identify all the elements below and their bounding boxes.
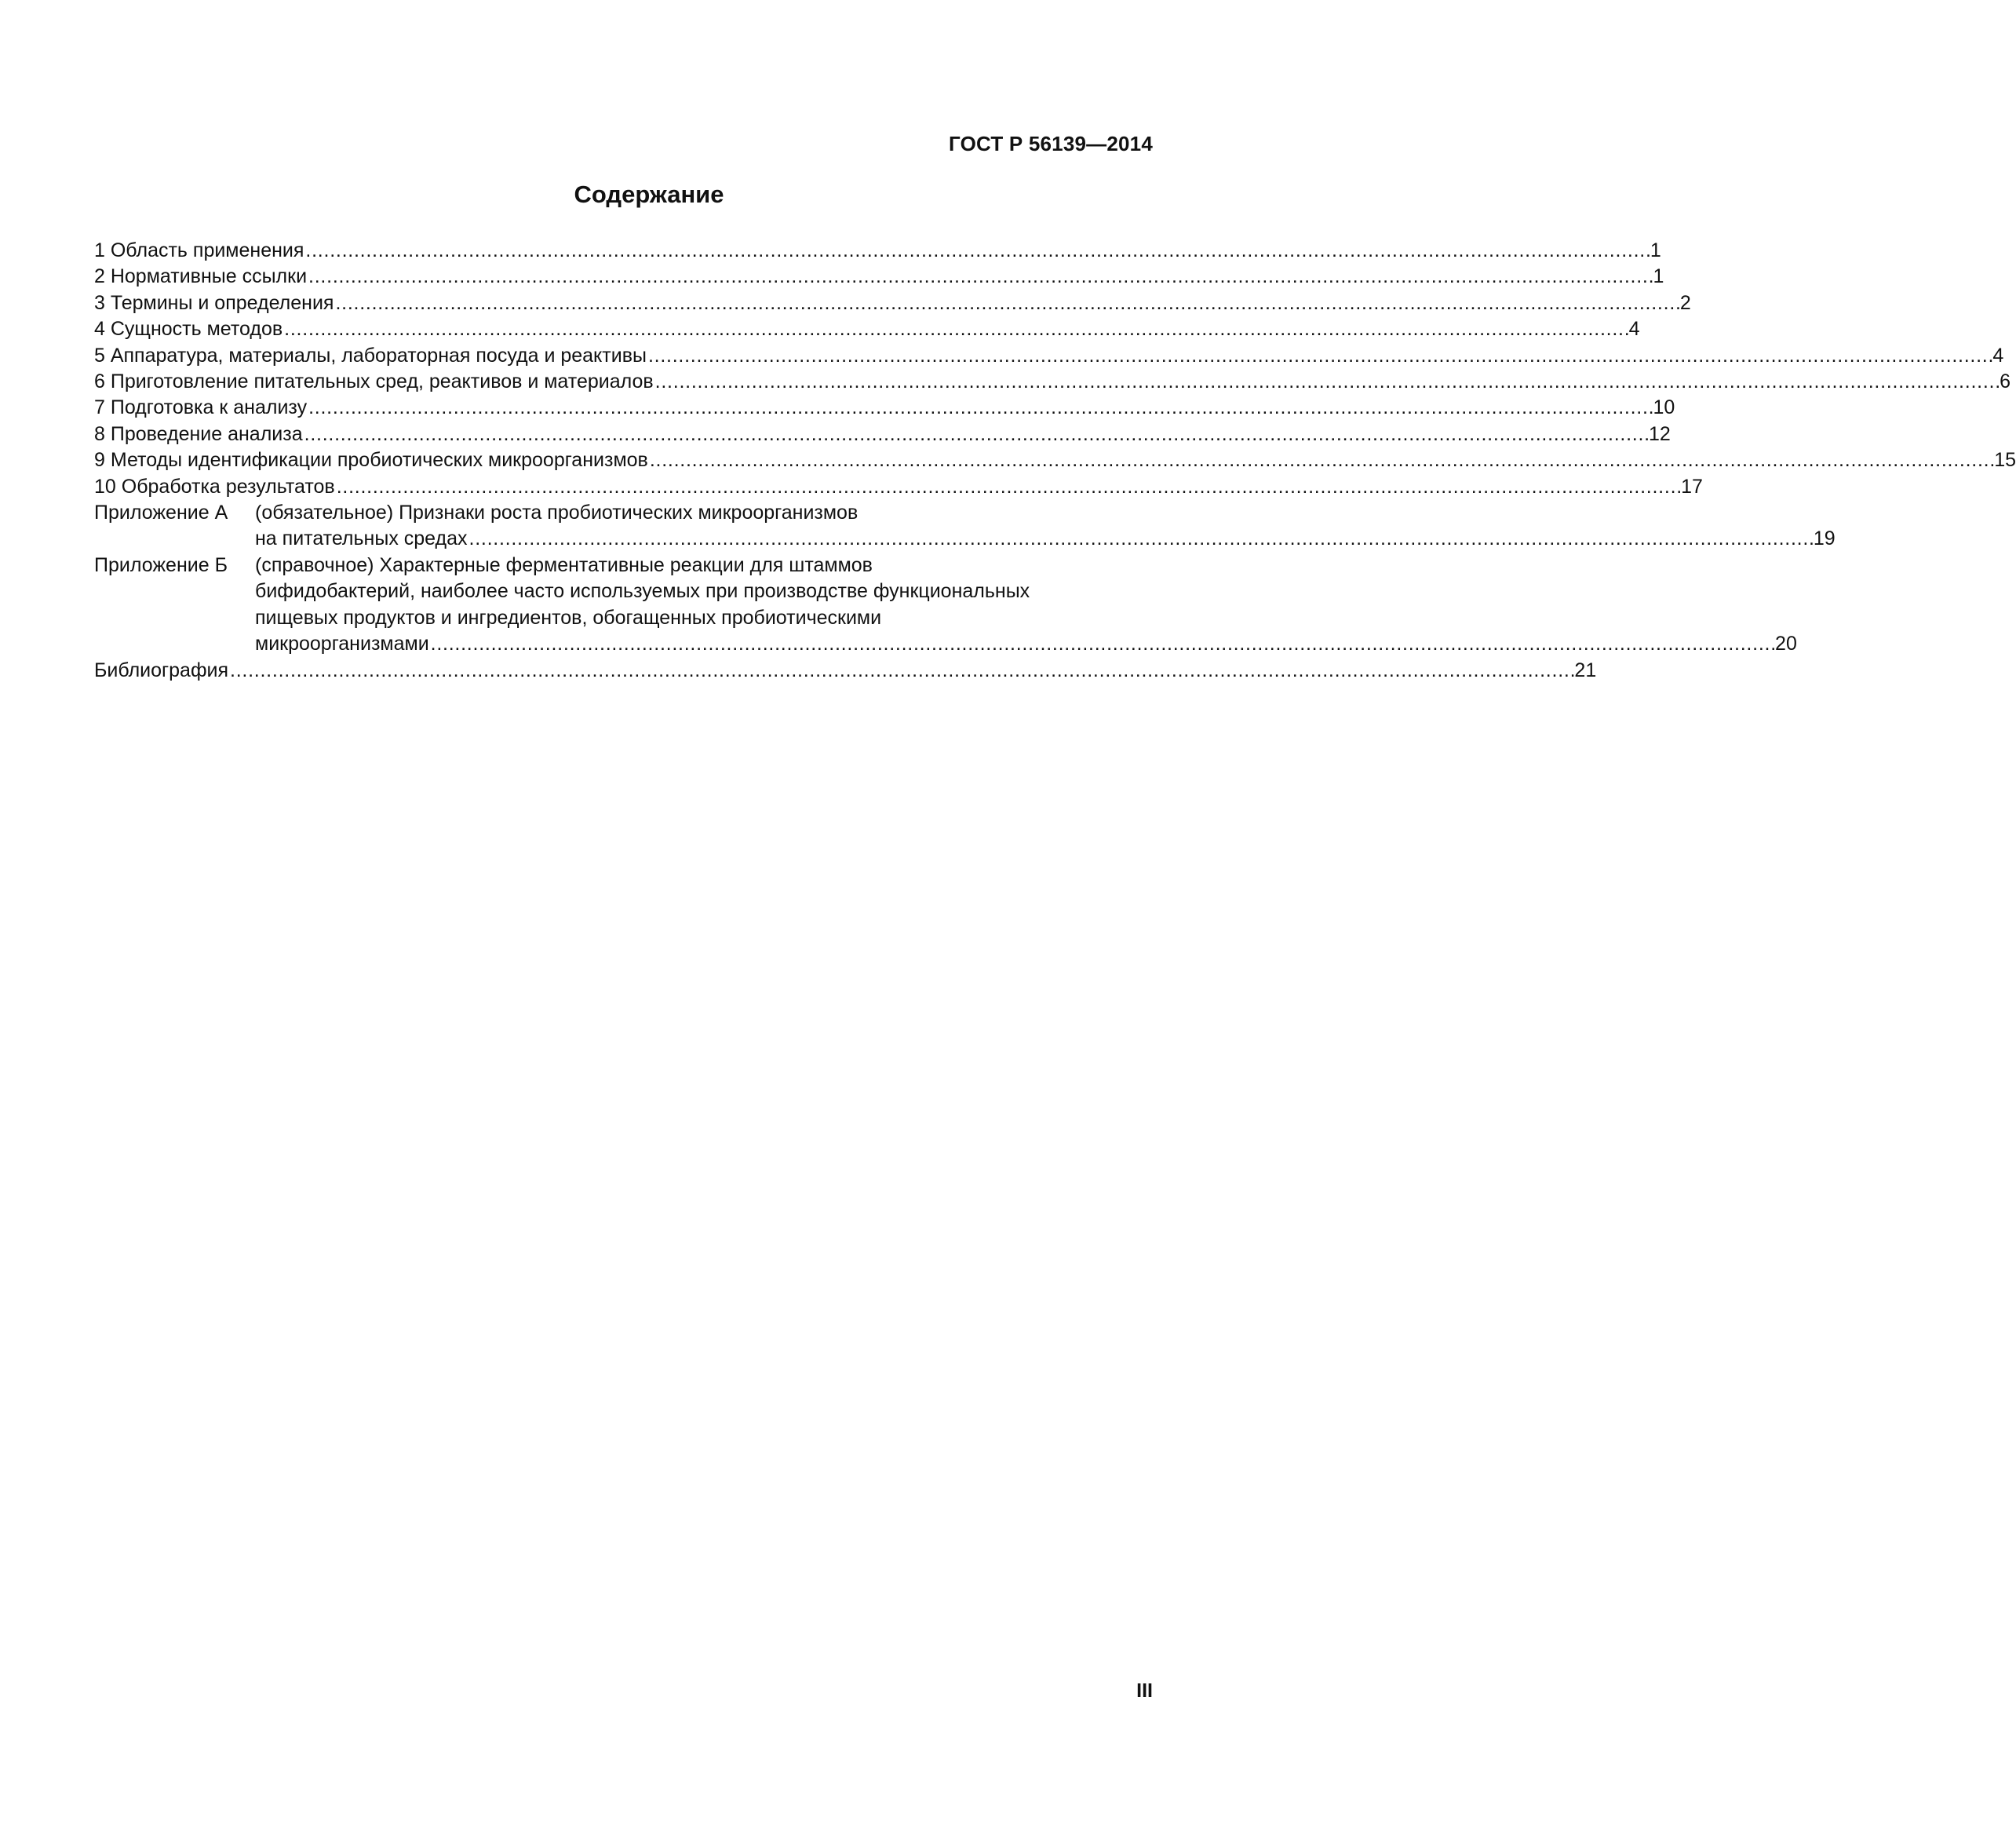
toc-annex-b[interactable] — [94, 553, 1797, 658]
toc-entry-page: 15 — [1994, 449, 2016, 472]
toc-entry-label: 2 Нормативные ссылки — [94, 265, 308, 288]
toc-entry[interactable] — [94, 369, 2011, 395]
toc-entry[interactable] — [94, 422, 1671, 447]
dot-leader — [337, 474, 1679, 500]
toc-entry-label: 3 Термины и определения — [94, 291, 334, 314]
document-code: ГОСТ Р 56139—2014 — [949, 132, 1153, 155]
toc-entry-page: 10 — [1653, 396, 1675, 419]
toc-entry-label: 1 Область применения — [94, 239, 304, 261]
toc-annex-a[interactable] — [94, 500, 1836, 553]
toc-entry[interactable] — [94, 395, 1675, 421]
toc-entry-label: 7 Подготовка к анализу — [94, 396, 308, 419]
toc-entry[interactable] — [94, 264, 1664, 290]
annex-b-page: 20 — [1775, 633, 1797, 655]
dot-leader — [308, 395, 1651, 421]
annex-b-title — [255, 553, 1797, 658]
toc-entry-label: 6 Приготовление питательных сред, реактивов и материалов — [94, 370, 654, 393]
annex-a-title — [255, 500, 1836, 553]
toc-entry-page: 2 — [1679, 291, 1691, 314]
annex-a-page: 19 — [1813, 527, 1836, 550]
toc-bibliography[interactable] — [94, 658, 1597, 684]
toc-entry-page: 6 — [2000, 370, 2011, 393]
annex-b-line: микроорганизмами — [255, 633, 429, 655]
dot-leader — [308, 264, 1651, 290]
toc-entry-label: 10 Обработка результатов — [94, 475, 335, 498]
annex-a-line: на питательных средах — [255, 527, 468, 550]
toc-entry[interactable] — [94, 447, 2016, 473]
page-number: III — [1136, 1680, 1153, 1702]
toc-entry-page: 1 — [1653, 265, 1664, 288]
dot-leader — [284, 316, 1627, 342]
dot-leader — [648, 343, 1991, 369]
toc-entry-label: 4 Сущность методов — [94, 318, 283, 341]
annex-a-last-line — [255, 526, 1836, 552]
dot-leader — [304, 422, 1647, 447]
annex-b-line: пищевых продуктов и ингредиентов, обогащенных пробиотическими — [255, 606, 882, 629]
toc-entry-label: 9 Методы идентификации пробиотических микроорганизмов — [94, 449, 648, 472]
toc-entry-label: 8 Проведение анализа — [94, 422, 303, 445]
dot-leader — [230, 658, 1573, 684]
bibliography-label: Библиография — [94, 659, 229, 681]
toc-entry[interactable] — [94, 343, 2004, 369]
toc-entry-page: 1 — [1650, 239, 1661, 261]
dot-leader — [650, 447, 1992, 473]
dot-leader — [305, 238, 1648, 264]
annex-b-line: (справочное) Характерные ферментативные реакции для штаммов — [255, 553, 873, 576]
toc-entry[interactable] — [94, 290, 1691, 316]
dot-leader — [655, 369, 1998, 395]
annex-a-line: (обязательное) Признаки роста пробиотических микроорганизмов — [255, 502, 859, 524]
bibliography-page: 21 — [1574, 659, 1597, 681]
toc-title: Содержание — [574, 181, 724, 208]
table-of-contents — [94, 238, 2016, 684]
toc-entry[interactable] — [94, 238, 1661, 264]
toc-entry[interactable] — [94, 474, 1703, 500]
toc-entry-page: 17 — [1681, 475, 1703, 498]
annex-b-prefix: Приложение Б — [94, 553, 228, 576]
dot-leader — [469, 526, 1812, 552]
toc-entry-page: 4 — [1628, 318, 1640, 341]
annex-b-last-line — [255, 631, 1797, 657]
toc-entry-page: 12 — [1649, 422, 1671, 445]
dot-leader — [335, 290, 1678, 316]
toc-entry-page: 4 — [1992, 344, 2004, 367]
annex-a-prefix: Приложение А — [94, 502, 228, 524]
annex-b-line: бифидобактерий, наиболее часто используемых при производстве функциональных — [255, 580, 1030, 603]
toc-entry-label: 5 Аппаратура, материалы, лабораторная посуда и реактивы — [94, 344, 647, 367]
toc-entry[interactable] — [94, 316, 1640, 342]
dot-leader — [431, 631, 1774, 657]
